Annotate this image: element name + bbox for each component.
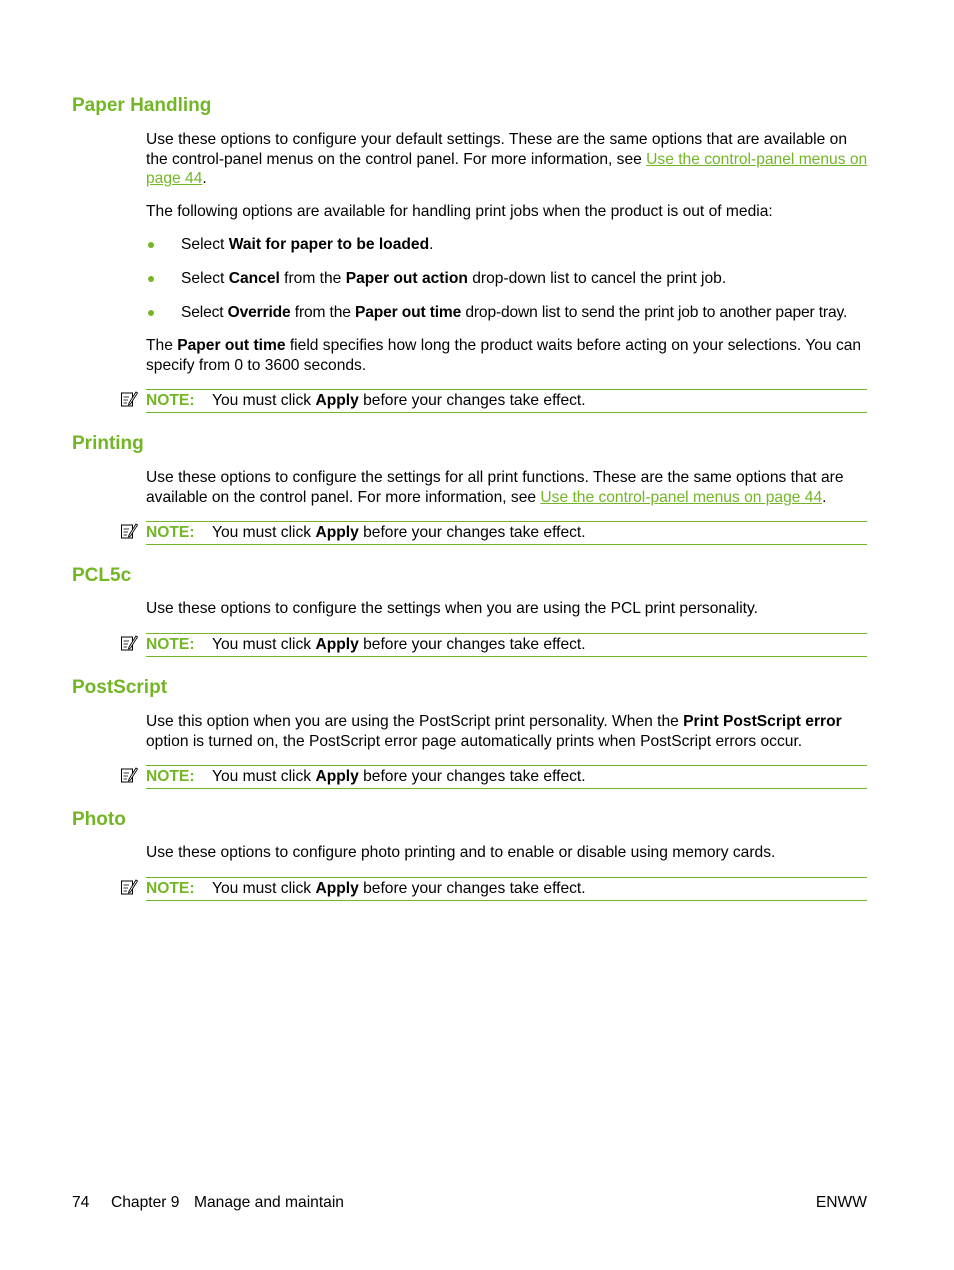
note-text: You must click Apply before your changes take effect.: [212, 636, 586, 653]
footer-chapter: Chapter 9: [111, 1194, 180, 1211]
bullet-icon: [148, 242, 154, 248]
bullet-item-cancel: Select Cancel from the Paper out action drop-down list to cancel the print job.: [181, 270, 727, 287]
note-label: NOTE:: [146, 768, 195, 785]
footer-chapter-title: Manage and maintain: [194, 1194, 344, 1211]
note-text: You must click Apply before your changes take effect.: [212, 524, 586, 541]
note-text: You must click Apply before your changes take effect.: [212, 880, 586, 897]
note-text: You must click Apply before your changes take effect.: [212, 392, 586, 409]
postscript-intro: Use this option when you are using the PostScript print personality. When the Print PostScript error option is turned on, the PostScript error page automatically prints when PostScript errors occur.: [146, 713, 842, 750]
control-panel-menus-link[interactable]: Use the control-panel menus on page 44: [146, 150, 868, 187]
note-box: [146, 389, 867, 413]
bullet-icon: [148, 276, 154, 282]
note-text: You must click Apply before your changes take effect.: [212, 768, 586, 785]
paper-handling-intro: Use these options to configure your default settings. These are the same options that are available on the control-panel menus on the control panel. For more information, see Use the control-panel menus on page 44.: [146, 131, 868, 187]
control-panel-menus-link[interactable]: Use the control-panel menus on page 44: [540, 488, 823, 506]
section-title-pcl5c: PCL5c: [72, 565, 132, 586]
note-pencil-icon: [120, 878, 138, 896]
photo-intro: Use these options to configure photo printing and to enable or disable using memory cards.: [146, 844, 776, 861]
note-label: NOTE:: [146, 392, 195, 409]
footer-page-number: 74: [72, 1194, 90, 1211]
paper-handling-options-intro: The following options are available for handling print jobs when the product is out of media:: [146, 203, 773, 220]
note-label: NOTE:: [146, 636, 195, 653]
note-pencil-icon: [120, 390, 138, 408]
note-pencil-icon: [120, 766, 138, 784]
section-title-postscript: PostScript: [72, 677, 168, 698]
paper-out-time-description: The Paper out time field specifies how long the product waits before acting on your selections. You can specify from 0 to 3600 seconds.: [146, 337, 862, 374]
bullet-icon: [148, 310, 154, 316]
pcl5c-intro: Use these options to configure the settings when you are using the PCL print personality.: [146, 600, 758, 617]
section-title-printing: Printing: [72, 433, 144, 454]
note-pencil-icon: [120, 522, 138, 540]
note-box: [146, 877, 867, 901]
note-box: [146, 633, 867, 657]
note-label: NOTE:: [146, 524, 195, 541]
footer-doc-code: ENWW: [815, 1194, 867, 1211]
section-title-photo: Photo: [72, 809, 126, 830]
note-box: [146, 765, 867, 789]
printing-intro: Use these options to configure the settings for all print functions. These are the same options that are available on the control panel. For more information, see Use the control-panel menus on page 44.: [146, 469, 844, 506]
bullet-item-override: Select Override from the Paper out time drop-down list to send the print job to another paper tray.: [181, 304, 848, 321]
note-label: NOTE:: [146, 880, 195, 897]
section-title-paper-handling: Paper Handling: [72, 95, 212, 116]
bullet-item-wait: Select Wait for paper to be loaded.: [181, 236, 434, 253]
note-box: [146, 521, 867, 545]
note-pencil-icon: [120, 634, 138, 652]
